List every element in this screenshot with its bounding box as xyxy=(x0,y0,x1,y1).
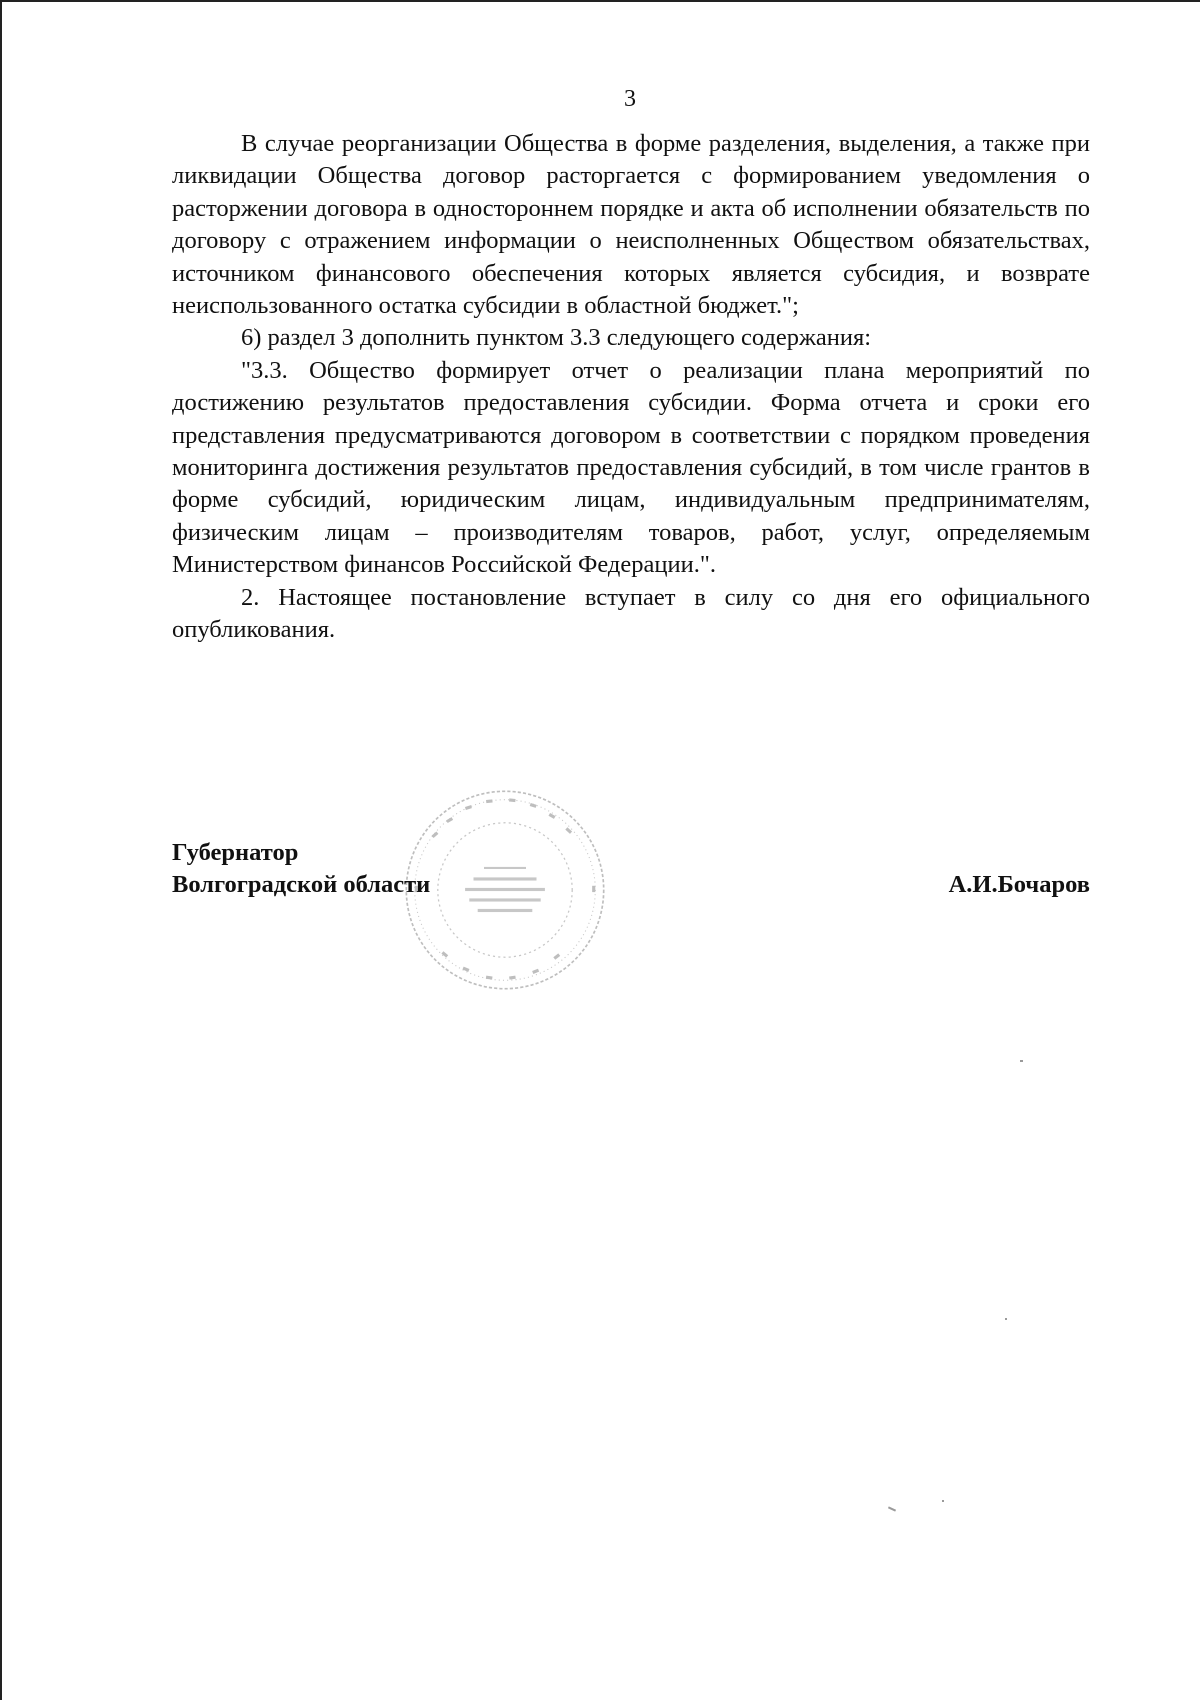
signatory-title xyxy=(172,837,430,901)
signatory-title-line-2: Волгоградской области xyxy=(172,871,431,898)
paragraph-effective-date: 2. Настоящее постановление вступает в силу со дня его официального опубликования. xyxy=(172,583,1090,644)
scan-edge-top xyxy=(0,0,1200,2)
signature-block xyxy=(172,837,1090,917)
paragraph-section-3-amendment: 6) раздел 3 дополнить пунктом 3.3 следующего содержания: xyxy=(241,324,872,352)
document-body xyxy=(172,128,1090,647)
paragraph-reorganization: В случае реорганизации Общества в форме разделения, выделения, а также при ликвидации Общества договор расторгается с формированием уведомления о расторжении договора в одностороннем порядке и акта об исполнении обязательств по договору с отражением информации о неисполненных Обществом обязательствах, источником финансового обеспечения которых является субсидия, и возврате неиспользованного остатка субсидии в областной бюджет."; xyxy=(172,130,1090,320)
scan-speck xyxy=(1005,1318,1007,1320)
scan-speck xyxy=(1020,1060,1023,1062)
page-number: 3 xyxy=(624,86,636,112)
paragraph-clause-3-3: "3.3. Общество формирует отчет о реализации плана мероприятий по достижению результатов предоставления субсидии. Форма отчета и сроки его представления предусматриваются договором в соответствии с порядком проведения мониторинга достижения результатов предоставления субсидий, в том числе грантов в форме субсидий, юридическим лицам, индивидуальным предпринимателям, физическим лицам – производителям товаров, работ, услуг, определяемым Министерством финансов Российской Федерации.". xyxy=(172,356,1090,579)
scan-speck xyxy=(888,1506,896,1511)
signatory-title-line-1: Губернатор xyxy=(172,839,299,866)
signatory-name: А.И.Бочаров xyxy=(948,871,1090,898)
scan-speck xyxy=(942,1500,944,1502)
scan-edge-left xyxy=(0,0,2,1700)
